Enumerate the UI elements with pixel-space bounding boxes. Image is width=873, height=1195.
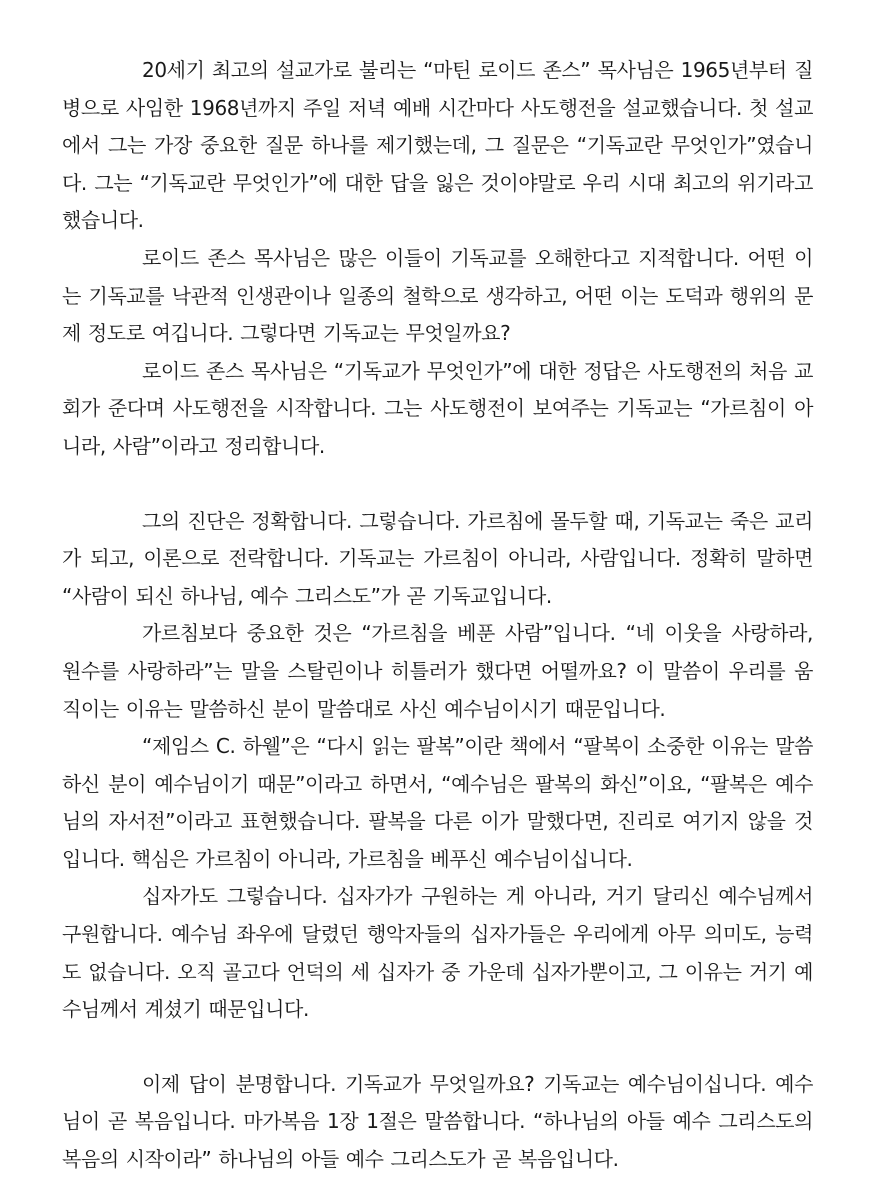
- paragraph-7: 십자가도 그렇습니다. 십자가가 구원하는 게 아니라, 거기 달리신 예수님께서 구원합니다. 예수님 좌우에 달렸던 행악자들의 십자가들은 우리에게 아무 의미도, 능력도 없습니다. 오직 골고다 언덕의 세 십자가 중 가운데 십자가뿐이고, 그 이유는 거기 예수님께서 계셨기 때문입니다.: [62, 884, 813, 1022]
- paragraph-8: 이제 답이 분명합니다. 기독교가 무엇일까요? 기독교는 예수님이십니다. 예수님이 곧 복음입니다. 마가복음 1장 1절은 말씀합니다. “하나님의 아들 예수 그리스도의 복음의 시작이라” 하나님의 아들 예수 그리스도가 곧 복음입니다.: [62, 1071, 813, 1172]
- paragraph-4: 그의 진단은 정확합니다. 그렇습니다. 가르침에 몰두할 때, 기독교는 죽은 교리가 되고, 이론으로 전락합니다. 기독교는 가르침이 아니라, 사람입니다. 정확히 말하면 “사람이 되신 하나님, 예수 그리스도”가 곧 기독교입니다.: [62, 508, 813, 608]
- paragraph-6: “제임스 C. 하웰”은 “다시 읽는 팔복”이란 책에서 “팔복이 소중한 이유는 말씀하신 분이 예수님이기 때문”이라고 하면서, “예수님은 팔복의 화신”이요, “팔복은 예수님의 자서전”이라고 표현했습니다. 팔복을 다른 이가 말했다면, 진리로 여기지 않을 것입니다. 핵심은 가르침이 아니라, 가르침을 베푸신 예수님이십니다.: [62, 734, 813, 871]
- paragraph-3: 로이드 존스 목사님은 “기독교가 무엇인가”에 대한 정답은 사도행전의 처음 교회가 준다며 사도행전을 시작합니다. 그는 사도행전이 보여주는 기독교는 “가르침이 아니라, 사람”이라고 정리합니다.: [62, 358, 813, 458]
- paragraph-1: 20세기 최고의 설교가로 불리는 “마틴 로이드 존스” 목사님은 1965년부터 질병으로 사임한 1968년까지 주일 저녁 예배 시간마다 사도행전을 설교했습니다. 첫 설교에서 그는 가장 중요한 질문 하나를 제기했는데, 그 질문은 “기독교란 무엇인가”였습니다. 그는 “기독교란 무엇인가”에 대한 답을 잃은 것이야말로 우리 시대 최고의 위기라고 했습니다.: [62, 58, 813, 233]
- paragraph-5: 가르침보다 중요한 것은 “가르침을 베푼 사람”입니다. “네 이웃을 사랑하라, 원수를 사랑하라”는 말을 스탈린이나 히틀러가 했다면 어떨까요? 이 말씀이 우리를 움직이는 이유는 말씀하신 분이 말씀대로 사신 예수님이시기 때문입니다.: [62, 621, 813, 721]
- paragraph-2: 로이드 존스 목사님은 많은 이들이 기독교를 오해한다고 지적합니다. 어떤 이는 기독교를 낙관적 인생관이나 일종의 철학으로 생각하고, 어떤 이는 도덕과 행위의 문제 정도로 여깁니다. 그렇다면 기독교는 무엇일까요?: [62, 245, 813, 346]
